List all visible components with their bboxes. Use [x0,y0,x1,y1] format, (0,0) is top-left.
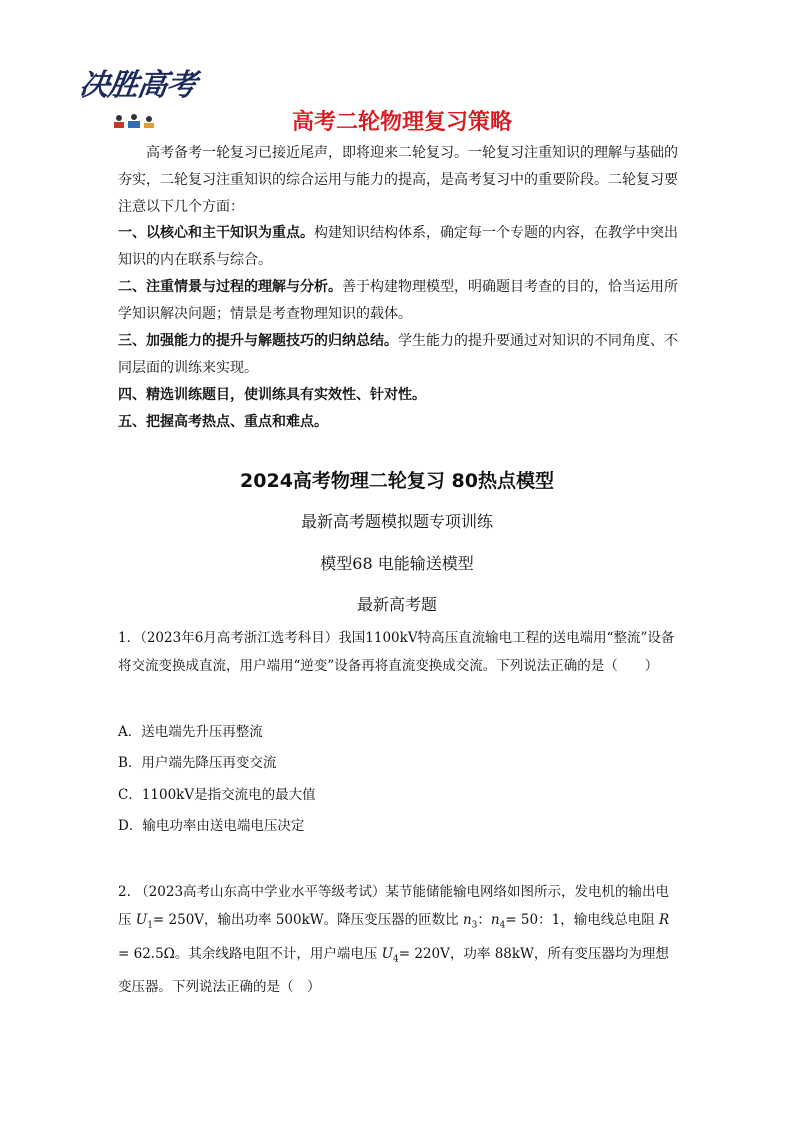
strategy-heading: 一、以核心和主干知识为重点。 [118,225,314,241]
question-1-option-a: A．送电端先升压再整流 [118,724,263,740]
q2-var-n3: n [462,912,472,928]
strategy-text: 善于构建物理模型，明确题目考查的目的，恰当运用所学知识解决问题；情景是考查物理知识的载体。 [118,279,678,322]
document-title [0,105,794,136]
question-1-option-c: C．1100kV是指交流电的最大值 [118,787,316,803]
q2-colon: ： [477,912,491,928]
q2-text-part3: = 50：1，输电线总电阻 [505,912,659,928]
question-1: 1．（2023年6月高考浙江选考科目）我国1100kV特高压直流输电工程的送电端用“整流”设备将交流变换成直流，用户端用“逆变”设备再将直流变换成交流。下列说法正确的是（ ） [118,630,675,674]
strategy-heading: 三、加强能力的提升与解题技巧的归纳总结。 [118,333,398,349]
q2-var-r: R [659,912,670,928]
main-heading: 2024高考物理二轮复习 80热点模型 [240,470,554,492]
q2-text-part5: = 220V，功率 88kW，所有变压器均为理想变压器。下列说法正确的是（ ） [118,945,669,996]
question-2 [118,878,678,1001]
strategy-item [118,328,678,382]
model-title: 模型68 电能输送模型 [320,554,474,573]
q2-text-part1: 2. （2023高考山东高中学业水平等级考试）某节能储能输电网络如图所示，发电机的输出电压 [118,884,670,928]
strategy-list [118,220,678,436]
q2-text-part4: = 62.5Ω。其余线路电阻不计，用户端电压 [118,945,382,962]
strategy-item [118,274,678,328]
question-1-option-b: B．用户端先降压再变交流 [118,755,277,771]
q2-sub-4: 4 [499,920,506,931]
logo-text: 决胜高考 [77,68,198,103]
section-title: 最新高考题 [356,595,437,614]
question-1-option-d: D．输电功率由送电端电压决定 [118,818,305,834]
q2-var-u4: U [381,945,394,962]
strategy-text: 学生能力的提升要通过对知识的不同角度、不同层面的训练来实现。 [118,333,678,376]
sub-heading: 最新高考题模拟题专项训练 [300,512,493,531]
q2-sub-1: 1 [147,920,153,931]
q2-sub-u4: 4 [393,954,399,965]
q2-text-part2: = 250V，输出功率 500kW。降压变压器的匝数比 [152,912,463,928]
q2-var-n4: n [490,912,500,928]
strategy-text: 构建知识结构体系，确定每一个专题的内容，在教学中突出知识的内在联系与综合。 [118,225,678,268]
strategy-heading: 四、精选训练题目，使训练具有实效性、针对性。 [118,387,426,403]
strategy-item [118,382,678,409]
q2-sub-3: 3 [471,920,478,931]
strategy-item [118,409,678,436]
strategy-text: 五、把握高考热点、重点和难点。 [118,414,328,430]
intro-paragraph: 高考备考一轮复习已接近尾声，即将迎来二轮复习。一轮复习注重知识的理解与基础的夯实，二轮复习注重知识的综合运用与能力的提高，是高考复习中的重要阶段。二轮复习要注意以下几个方面： [118,145,678,215]
strategy-heading: 二、注重情景与过程的理解与分析。 [118,279,342,295]
q2-var-u: U [135,912,148,928]
strategy-item [118,220,678,274]
document-title-text: 高考二轮物理复习策略 [291,110,512,135]
